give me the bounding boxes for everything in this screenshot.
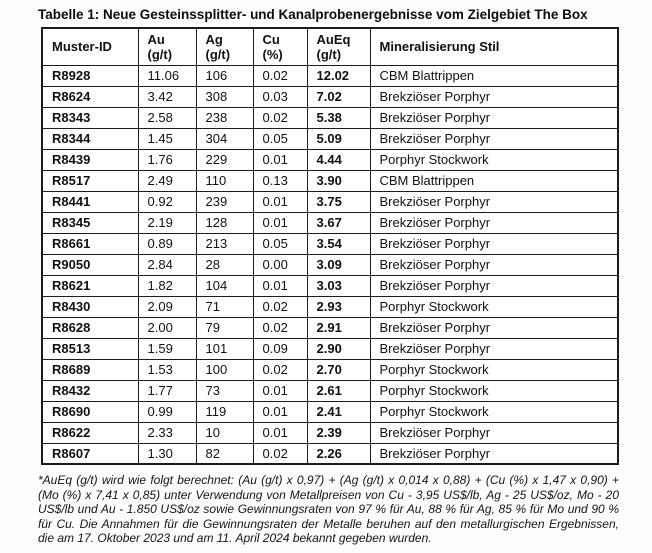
ag-cell: 100 — [196, 359, 253, 380]
aueq-cell: 3.09 — [307, 254, 370, 275]
table-row — [42, 233, 618, 254]
col-header-unit: (g/t) — [316, 46, 342, 62]
table-row — [42, 128, 618, 149]
stil-cell: Porphyr Stockwork — [370, 149, 618, 170]
col-header-label: Ag — [205, 31, 223, 47]
aueq-cell: 5.38 — [307, 107, 370, 128]
cu-cell: 0.02 — [253, 107, 307, 128]
au-cell: 2.00 — [138, 317, 196, 338]
ag-cell: 304 — [196, 128, 253, 149]
ag-cell: 110 — [196, 170, 253, 191]
table-title: Tabelle 1: Neue Gesteinssplitter- und Kanalprobenergebnisse vom Zielgebiet The Box — [38, 7, 588, 22]
au-cell: 2.09 — [138, 296, 196, 317]
table-body — [42, 65, 618, 464]
stil-cell: Porphyr Stockwork — [370, 359, 618, 380]
table-row — [42, 149, 618, 170]
header-row — [42, 28, 618, 65]
cu-cell: 0.02 — [253, 296, 307, 317]
aueq-cell: 3.90 — [307, 170, 370, 191]
stil-cell: Brekziöser Porphyr — [370, 128, 618, 149]
au-cell: 1.76 — [138, 149, 196, 170]
stil-cell: Brekziöser Porphyr — [370, 212, 618, 233]
col-header-ag — [196, 28, 253, 65]
muster-id-cell: R8345 — [42, 212, 138, 233]
cu-cell: 0.05 — [253, 128, 307, 149]
muster-id-cell: R8430 — [42, 296, 138, 317]
table-row — [42, 317, 618, 338]
table-row — [42, 191, 618, 212]
cu-cell: 0.01 — [253, 191, 307, 212]
stil-cell: Brekziöser Porphyr — [370, 275, 618, 296]
stil-cell: Brekziöser Porphyr — [370, 191, 618, 212]
stil-cell: CBM Blattrippen — [370, 65, 618, 86]
au-cell: 1.30 — [138, 443, 196, 464]
aueq-cell: 5.09 — [307, 128, 370, 149]
cu-cell: 0.02 — [253, 443, 307, 464]
stil-cell: Porphyr Stockwork — [370, 296, 618, 317]
table-row — [42, 338, 618, 359]
cu-cell: 0.02 — [253, 65, 307, 86]
table-row — [42, 296, 618, 317]
aueq-cell: 12.02 — [307, 65, 370, 86]
cu-cell: 0.01 — [253, 212, 307, 233]
muster-id-cell: R8622 — [42, 422, 138, 443]
stil-cell: Porphyr Stockwork — [370, 401, 618, 422]
ag-cell: 229 — [196, 149, 253, 170]
ag-cell: 10 — [196, 422, 253, 443]
cu-cell: 0.13 — [253, 170, 307, 191]
ag-cell: 73 — [196, 380, 253, 401]
col-header-unit: (g/t) — [147, 46, 173, 62]
muster-id-cell: R8513 — [42, 338, 138, 359]
table-row — [42, 359, 618, 380]
ag-cell: 28 — [196, 254, 253, 275]
muster-id-cell: R8607 — [42, 443, 138, 464]
au-cell: 1.77 — [138, 380, 196, 401]
col-header-unit: (%) — [262, 46, 283, 62]
au-cell: 1.82 — [138, 275, 196, 296]
au-cell: 3.42 — [138, 86, 196, 107]
au-cell: 1.59 — [138, 338, 196, 359]
aueq-cell: 4.44 — [307, 149, 370, 170]
footnote: *AuEq (g/t) wird wie folgt berechnet: (Au (g/t) x 0,97) + (Ag (g/t) x 0,014 x 0,88) + (Cu (%) x 1,47 x 0,90) + (Mo (%) x 7,41 x 0,85) unter Verwendung von Metallpreisen von Cu - 3,95 US$/lb, Ag - 25 US$/oz, Mo - 20 US$/lb und Au - 1.850 US$/oz sowie Gewinnungsraten von 97 % für Au, 88 % für Ag, 85 % für Mo und 90 % für Cu. Die Annahmen für die Gewinnungsraten der Metalle beruhen auf den metallurgischen Ergebnissen, die am 17. Oktober 2023 und am 11. April 2024 bekannt gegeben wurden. — [38, 473, 619, 546]
au-cell: 1.45 — [138, 128, 196, 149]
au-cell: 2.19 — [138, 212, 196, 233]
aueq-cell: 2.41 — [307, 401, 370, 422]
aueq-cell: 2.26 — [307, 443, 370, 464]
table-row — [42, 380, 618, 401]
ag-cell: 79 — [196, 317, 253, 338]
table-row — [42, 401, 618, 422]
col-header-label: AuEq — [316, 31, 351, 47]
cu-cell: 0.01 — [253, 422, 307, 443]
table-row — [42, 422, 618, 443]
muster-id-cell: R8432 — [42, 380, 138, 401]
aueq-cell: 2.93 — [307, 296, 370, 317]
ag-cell: 119 — [196, 401, 253, 422]
ag-cell: 106 — [196, 65, 253, 86]
cu-cell: 0.02 — [253, 359, 307, 380]
au-cell: 2.49 — [138, 170, 196, 191]
col-header-au — [138, 28, 196, 65]
stil-cell: Brekziöser Porphyr — [370, 422, 618, 443]
stil-cell: Brekziöser Porphyr — [370, 338, 618, 359]
cu-cell: 0.01 — [253, 380, 307, 401]
cu-cell: 0.05 — [253, 233, 307, 254]
muster-id-cell: R8439 — [42, 149, 138, 170]
muster-id-cell: R8344 — [42, 128, 138, 149]
aueq-cell: 2.61 — [307, 380, 370, 401]
col-header-label: Mineralisierung Stil — [379, 39, 500, 55]
muster-id-cell: R8628 — [42, 317, 138, 338]
muster-id-cell: R8621 — [42, 275, 138, 296]
cu-cell: 0.01 — [253, 149, 307, 170]
stil-cell: Porphyr Stockwork — [370, 380, 618, 401]
table-row — [42, 86, 618, 107]
table-row — [42, 443, 618, 464]
aueq-cell: 3.67 — [307, 212, 370, 233]
muster-id-cell: R8624 — [42, 86, 138, 107]
au-cell: 2.33 — [138, 422, 196, 443]
col-header-label: Au — [147, 31, 165, 47]
stil-cell: Brekziöser Porphyr — [370, 86, 618, 107]
cu-cell: 0.09 — [253, 338, 307, 359]
aueq-cell: 2.90 — [307, 338, 370, 359]
cu-cell: 0.01 — [253, 275, 307, 296]
muster-id-cell: R8689 — [42, 359, 138, 380]
au-cell: 0.89 — [138, 233, 196, 254]
aueq-cell: 7.02 — [307, 86, 370, 107]
muster-id-cell: R8928 — [42, 65, 138, 86]
stil-cell: Brekziöser Porphyr — [370, 233, 618, 254]
col-header-mineralisierung-stil — [370, 28, 618, 65]
au-cell: 2.58 — [138, 107, 196, 128]
col-header-label: Muster-ID — [52, 39, 112, 55]
au-cell: 11.06 — [138, 65, 196, 86]
aueq-cell: 2.39 — [307, 422, 370, 443]
col-header-muster-id — [42, 28, 138, 65]
aueq-cell: 3.54 — [307, 233, 370, 254]
stil-cell: Brekziöser Porphyr — [370, 443, 618, 464]
ag-cell: 213 — [196, 233, 253, 254]
table-row — [42, 65, 618, 86]
aueq-cell: 2.70 — [307, 359, 370, 380]
au-cell: 0.92 — [138, 191, 196, 212]
stil-cell: Brekziöser Porphyr — [370, 317, 618, 338]
ag-cell: 128 — [196, 212, 253, 233]
muster-id-cell: R8690 — [42, 401, 138, 422]
muster-id-cell: R8343 — [42, 107, 138, 128]
au-cell: 1.53 — [138, 359, 196, 380]
col-header-label: Cu — [262, 31, 280, 47]
table-row — [42, 107, 618, 128]
cu-cell: 0.00 — [253, 254, 307, 275]
table-row — [42, 275, 618, 296]
au-cell: 2.84 — [138, 254, 196, 275]
cu-cell: 0.03 — [253, 86, 307, 107]
cu-cell: 0.01 — [253, 401, 307, 422]
stil-cell: Brekziöser Porphyr — [370, 107, 618, 128]
muster-id-cell: R8661 — [42, 233, 138, 254]
ag-cell: 71 — [196, 296, 253, 317]
au-cell: 0.99 — [138, 401, 196, 422]
ag-cell: 101 — [196, 338, 253, 359]
muster-id-cell: R9050 — [42, 254, 138, 275]
ag-cell: 238 — [196, 107, 253, 128]
table-row — [42, 170, 618, 191]
table-row — [42, 212, 618, 233]
aueq-cell: 3.75 — [307, 191, 370, 212]
muster-id-cell: R8441 — [42, 191, 138, 212]
results-table — [41, 27, 619, 465]
col-header-unit: (g/t) — [205, 46, 231, 62]
aueq-cell: 3.03 — [307, 275, 370, 296]
ag-cell: 308 — [196, 86, 253, 107]
stil-cell: Brekziöser Porphyr — [370, 254, 618, 275]
ag-cell: 104 — [196, 275, 253, 296]
ag-cell: 82 — [196, 443, 253, 464]
col-header-cu — [253, 28, 307, 65]
ag-cell: 239 — [196, 191, 253, 212]
aueq-cell: 2.91 — [307, 317, 370, 338]
cu-cell: 0.02 — [253, 317, 307, 338]
col-header-aueq — [307, 28, 370, 65]
table-row — [42, 254, 618, 275]
muster-id-cell: R8517 — [42, 170, 138, 191]
stil-cell: CBM Blattrippen — [370, 170, 618, 191]
